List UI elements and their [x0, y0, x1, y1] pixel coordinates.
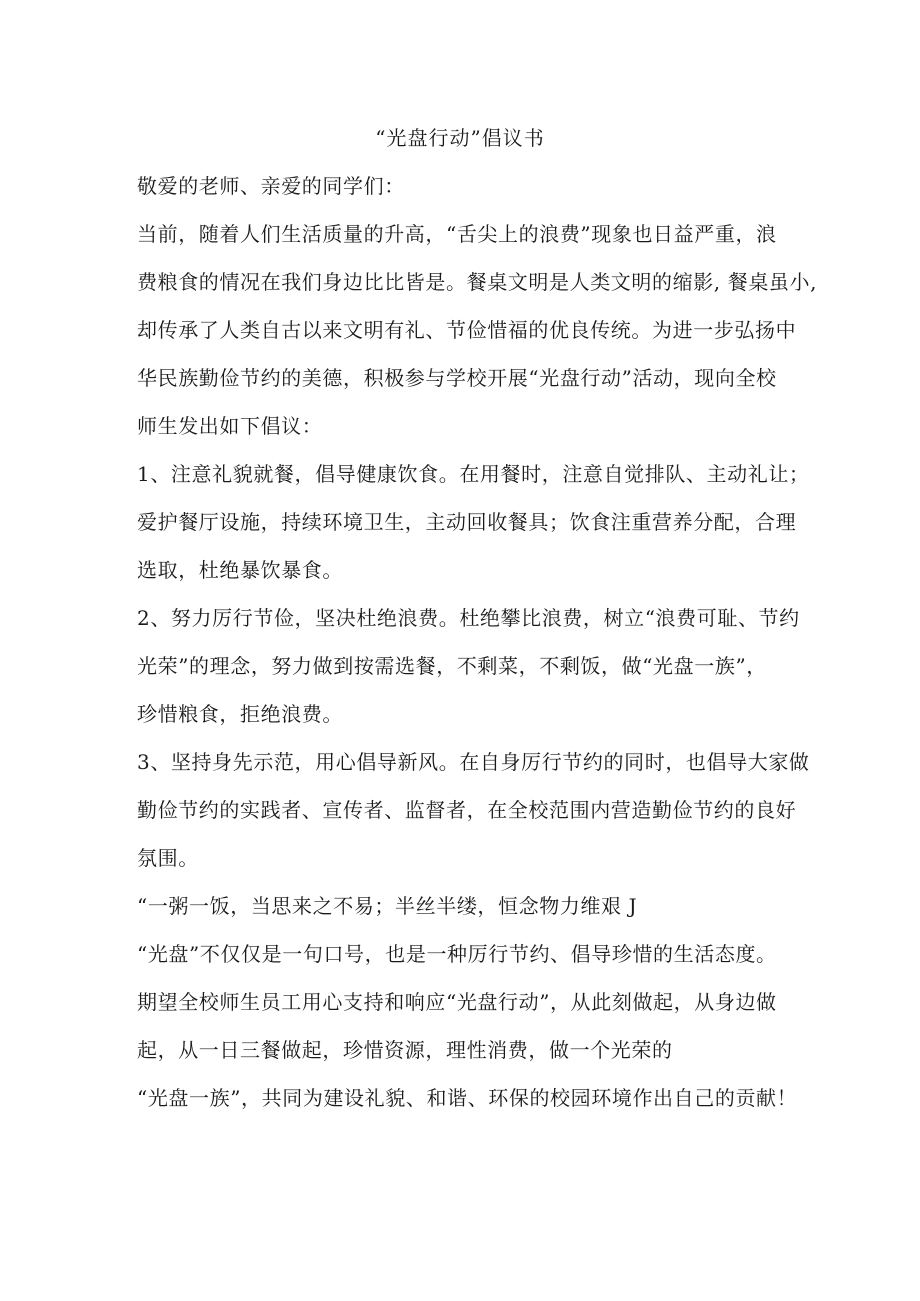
document-title: “光盘行动”倡议书 [375, 126, 545, 150]
proposal-3-line: 氛围。 [137, 846, 199, 870]
proposal-1-line: 爱护餐厅设施，持续环境卫生，主动回收餐具；饮食注重营养分配，合理 [137, 510, 797, 534]
closing-line: 起，从一日三餐做起，珍惜资源，理性消费，做一个光荣的 [137, 1038, 673, 1062]
salutation-line: 敬爱的老师、亲爱的同学们： [137, 174, 405, 198]
proposal-3-line: 3、坚持身先示范，用心倡导新风。在自身厉行节约的同时，也倡导大家做 [137, 750, 810, 774]
proposal-2-line: 光荣”的理念，努力做到按需选餐，不剩菜，不剩饭，做“光盘一族”， [137, 654, 767, 678]
body-line: 华民族勤俭节约的美德，积极参与学校开展“光盘行动”活动，现向全校 [137, 366, 777, 390]
proposal-2-line: 2、努力厉行节俭，坚决杜绝浪费。杜绝攀比浪费，树立“浪费可耻、节约 [137, 606, 800, 630]
closing-line: 期望全校师生员工用心支持和响应“光盘行动”，从此刻做起，从身边做 [137, 990, 777, 1014]
body-line: 师生发出如下倡议： [137, 414, 323, 438]
body-line: 却传承了人类自古以来文明有礼、节俭惜福的优良传统。为进一步弘扬中 [137, 318, 797, 342]
quote-line: “一粥一饭，当思来之不易；半丝半缕，恒念物力维艰 J [137, 894, 638, 918]
body-line: 当前，随着人们生活质量的升高，“舌尖上的浪费”现象也日益严重，浪 [137, 222, 777, 246]
proposal-1-line: 选取，杜绝暴饮暴食。 [137, 558, 343, 582]
body-line: 费粮食的情况在我们身边比比皆是。餐桌文明是人类文明的缩影, 餐桌虽小, [137, 270, 818, 294]
closing-line: “光盘”不仅仅是一句口号，也是一种厉行节约、倡导珍惜的生活态度。 [137, 942, 777, 966]
proposal-2-line: 珍惜粮食，拒绝浪费。 [137, 702, 343, 726]
proposal-3-line: 勤俭节约的实践者、宣传者、监督者，在全校范围内营造勤俭节约的良好 [137, 798, 797, 822]
proposal-1-line: 1、注意礼貌就餐，倡导健康饮食。在用餐时，注意自觉排队、主动礼让； [137, 462, 810, 486]
closing-line: “光盘一族”，共同为建设礼貌、和谐、环保的校园环境作出自己的贡献！ [137, 1086, 798, 1110]
